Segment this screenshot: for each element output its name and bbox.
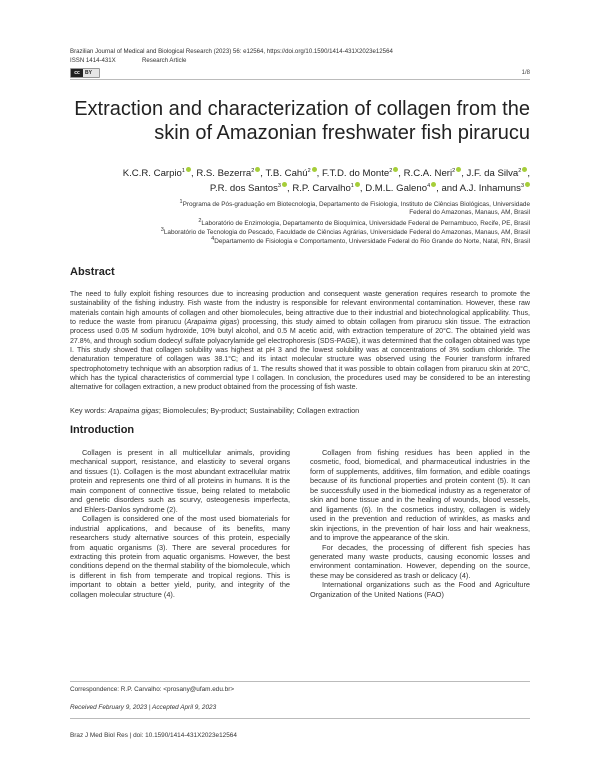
author: D.M.L. Galeno — [365, 183, 428, 194]
orcid-icon[interactable] — [186, 167, 191, 172]
orcid-icon[interactable] — [282, 182, 287, 187]
author: K.C.R. Carpio — [122, 168, 182, 179]
orcid-icon[interactable] — [456, 167, 461, 172]
by-icon: BY — [85, 70, 92, 76]
paragraph: Collagen from fishing residues has been applied in the cosmetic, food, biomedical, and pharmaceutical industries in the form of supplements, additives, film formation, and edible coatings because of its functional properties and protein content (5). It can be successfully used in the biomedical industry as a regenerator of skin and bone tissue and in the healing of wounds, blood vessels, and ligaments (6). In the cosmetics industry, collagen is widely used in the prevention and reduction of wrinkles, as masks and skin injections, in the prevention of hair loss and hair weakness, and to improve the appearance of the skin. — [310, 448, 530, 543]
orcid-icon[interactable] — [312, 167, 317, 172]
abstract-heading: Abstract — [70, 266, 115, 278]
doi-footer: Braz J Med Biol Res | doi: 10.1590/1414-431X2023e12564 — [70, 732, 237, 739]
issn: ISSN 1414-431X — [70, 57, 116, 64]
cc-by-license-badge[interactable] — [70, 68, 100, 78]
orcid-icon[interactable] — [525, 182, 530, 187]
paragraph: Collagen is considered one of the most used biomaterials for industrial applications, and because of its benefits, many researchers study alternative sources of this protein, especially from aquatic organisms (3). There are several procedures for extracting this protein from aquatic organisms. However, the best conditions depend on the thermal stability of the biomolecule, which is different in fish from temperate and tropical regions. This is important to obtain a better yield, purity, and integrity of the collagen molecular structure (4). — [70, 514, 290, 599]
author: P.R. dos Santos — [209, 183, 278, 194]
orcid-icon[interactable] — [431, 182, 436, 187]
author: J.F. da Silva — [466, 168, 519, 179]
affiliation-1: $^1$Programa de Pós-graduação em Biotecnologia, Departamento de Fisiologia, Instituto de Ciências Biológicas, Universidade Federal do Amazonas, Manaus, AM, Brasil — [179, 198, 530, 217]
paragraph: For decades, the processing of different fish species has generated many waste products, causing economic losses and environment contamination. However, depending on the source, these may be considered as trash or delicacy (4). — [310, 542, 530, 580]
introduction-heading: Introduction — [70, 424, 135, 436]
intro-right-column — [310, 448, 530, 599]
page-number: 1/8 — [521, 70, 530, 76]
orcid-icon[interactable] — [355, 182, 360, 187]
journal-citation: Brazilian Journal of Medical and Biological Research (2023) 56: e12564, https://doi.org/10.1590/1414-431X2023e12564 — [70, 48, 393, 55]
author: R.S. Bezerra — [196, 168, 252, 179]
orcid-icon[interactable] — [522, 167, 527, 172]
abstract-text: The need to fully exploit fishing resources due to increasing production and consequent waste generation requires research to promote the sustainability of the fishing industry. Fish waste from the industry is responsible for relevant environmental contamination. However, these raw materials contain high amounts of collagen and other biomolecules, being attractive due to their industrial and biotechnological applicability. Thus, to reduce the waste from pirarucu (Arapaima gigas) processing, this study aimed to obtain collagen from pirarucu skin tissue. The extraction process used 0.05 M sodium hydroxide, 10% butyl alcohol, and 0.5 M acetic acid, with extraction temperature of 20°C. The obtained yield was 27.8%, and through sodium dodecyl sulfate polyacrylamide gel electrophoresis (SDS-PAGE), it was determined that the collagen obtained was type I. This study showed that collagen solubility was highest at pH 3 and the lowest solubility was at concentrations of 3% sodium chloride. The denaturation temperature of collagen was 38.1°C; and its intact molecular structure was observed using the Fourier transform infrared spectrophotometry technique with an absorption radius of 1. The results showed that it was possible to obtain collagen from pirarucu skin at 20°C, which has the typical characteristics of commercial type I collagen. In conclusion, the procedures used may be considered to be an interesting alternative for collagen extraction, a new product obtained from the processing of fish waste. — [70, 291, 531, 392]
correspondence: Correspondence: R.P. Carvalho: <prosany@ufam.edu.br> — [70, 686, 235, 693]
paragraph: International organizations such as the Food and Agriculture Organization of the United Nations (FAO) — [310, 580, 530, 599]
orcid-icon[interactable] — [393, 167, 398, 172]
author: R.C.A. Neri — [403, 168, 453, 179]
author: F.T.D. do Monte — [322, 168, 390, 179]
keywords: Key words: Arapaima gigas; Biomolecules; By-product; Sustainability; Collagen extraction — [70, 406, 360, 415]
article-title: Extraction and characterization of collagen from the skin of Amazonian freshwater fish pirarucu — [74, 98, 530, 144]
cc-icon: cc — [71, 69, 83, 77]
paragraph: Collagen is present in all multicellular animals, providing mechanical support, resistance, and elasticity to several organs and tissues (1). Collagen is the most abundant extracellular matrix protein and represents one third of all proteins in humans. It is the main component of connective tissue, being related to metabolic and genetic disorders such as scurvy, osteogenesis imperfecta, and Ehlers-Danlos syndrome (2). — [70, 448, 290, 514]
received-accepted-dates: Received February 9, 2023 | Accepted April 9, 2023 — [70, 704, 217, 711]
affiliation-2: $^2$Laboratório de Enzimologia, Departamento de Bioquímica, Universidade Federal de Pernambuco, Recife, PE, Brasil — [198, 217, 530, 227]
affiliation-3: $^3$Laboratório de Tecnologia do Pescado, Faculdade de Ciências Agrárias, Universidade Federal do Amazonas, Manaus, AM, Brasil — [160, 226, 530, 236]
footer-divider-2 — [70, 718, 530, 719]
author: R.P. Carvalho — [292, 183, 351, 194]
orcid-icon[interactable] — [255, 167, 260, 172]
article-type: Research Article — [142, 57, 187, 64]
author: T.B. Cahú — [265, 168, 308, 179]
affiliation-4: $^4$Departamento de Fisiologia e Comportamento, Universidade Federal do Rio Grande do Norte, Natal, RN, Brasil — [211, 235, 530, 245]
author-list: K.C.R. Carpio$^1$ , R.S. Bezerra$^2$ , T.B. Cahú$^2$ , F.T.D. do Monte$^2$ , R.C.A. Neri$^2$ , J.F. da Silva$^2$ , P.R. dos Santos$^3$ , R.P. Carvalho$^1$ , D.M.L. Galeno$^4$ , and A.J. Inhamuns$^3$ — [122, 167, 530, 194]
intro-left-column — [70, 448, 290, 599]
footer-divider — [70, 681, 530, 682]
author: A.J. Inhamuns — [459, 183, 521, 194]
header-divider — [70, 79, 530, 80]
